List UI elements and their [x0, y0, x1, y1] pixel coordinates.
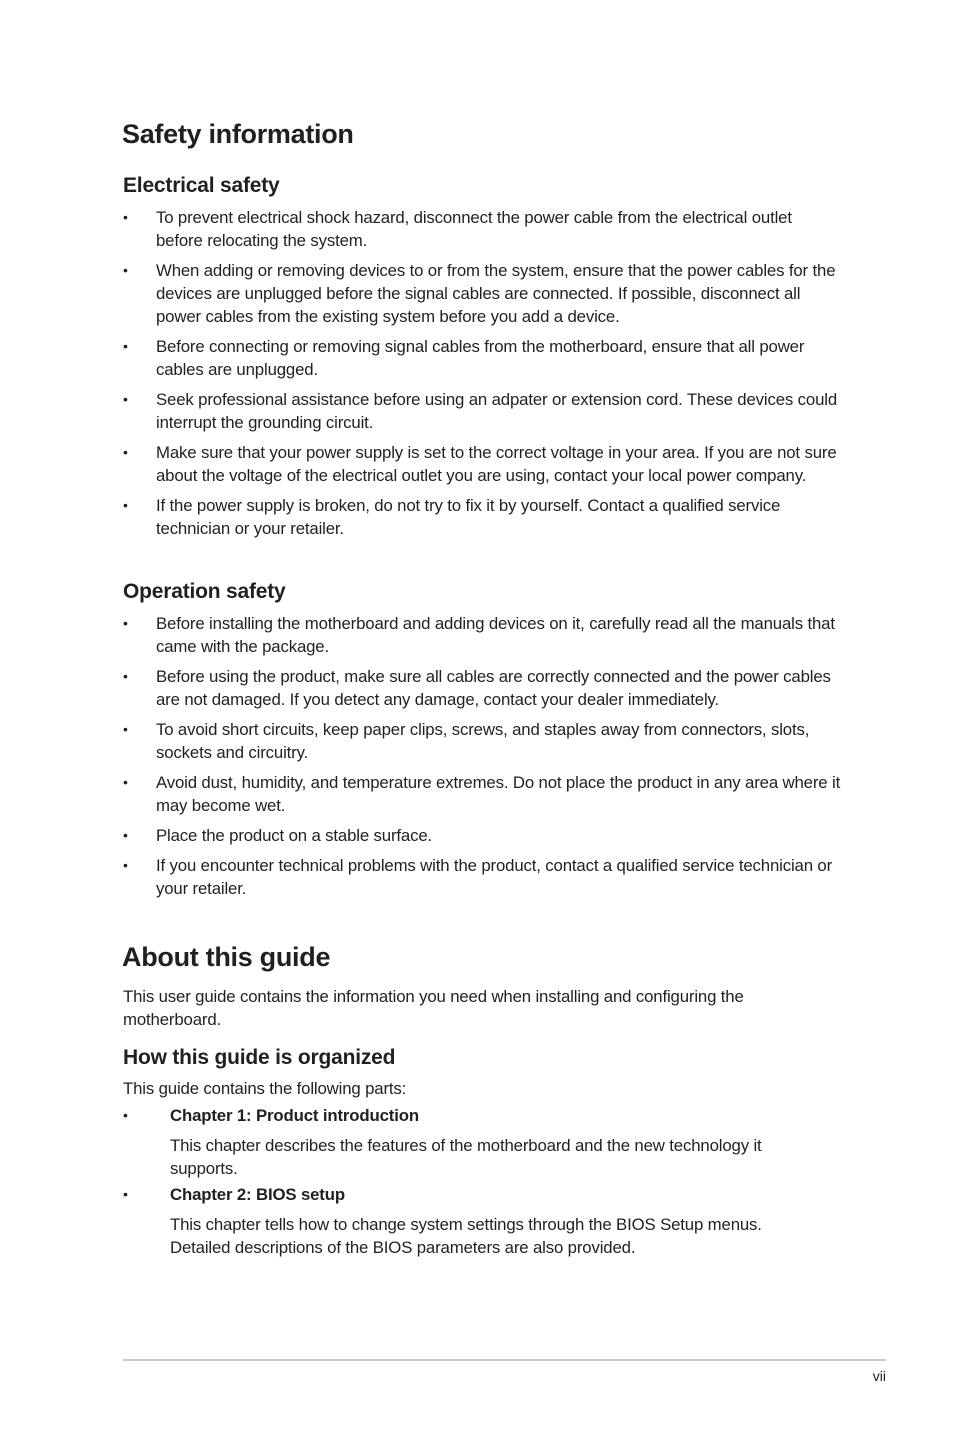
bullet-icon: • — [123, 857, 128, 873]
bullet-icon: • — [123, 262, 128, 278]
guide-intro-text: This user guide contains the information you need when installing and configuring the motherboard. — [123, 987, 744, 1029]
list-item: • Before using the product, make sure all cables are correctly connected and the power cables are not damaged. If you detect any damage, contact your dealer immediately. — [123, 667, 831, 709]
chapter-description: This chapter describes the features of the motherboard and the new technology it supports. — [170, 1136, 762, 1178]
list-item: • To avoid short circuits, keep paper clips, screws, and staples away from connectors, slots, sockets and circuitry. — [123, 720, 810, 762]
bullet-icon: • — [123, 1186, 128, 1202]
list-item: • If you encounter technical problems with the product, contact a qualified service technician or your retailer. — [123, 856, 833, 898]
operation-safety-heading: Operation safety — [123, 580, 286, 603]
footer-divider — [123, 1359, 886, 1361]
list-item: • If the power supply is broken, do not try to fix it by yourself. Contact a qualified service technician or your retailer. — [123, 496, 781, 538]
bullet-icon: • — [123, 668, 128, 684]
operation-safety-list — [123, 612, 843, 907]
list-item: • Before connecting or removing signal cables from the motherboard, ensure that all power cables are unplugged. — [123, 337, 805, 379]
bullet-icon: • — [123, 209, 128, 225]
bullet-icon: • — [123, 338, 128, 354]
list-item: • To prevent electrical shock hazard, disconnect the power cable from the electrical outlet before relocating the system. — [123, 208, 792, 250]
electrical-safety-heading: Electrical safety — [123, 174, 280, 197]
list-item: • Before installing the motherboard and adding devices on it, carefully read all the manuals that came with the package. — [123, 614, 835, 656]
list-item: • Place the product on a stable surface. — [123, 826, 433, 845]
bullet-icon: • — [123, 391, 128, 407]
page-number: vii — [872, 1368, 886, 1384]
bullet-icon: • — [123, 1107, 128, 1123]
safety-information-title: Safety information — [122, 119, 354, 149]
bullet-icon: • — [123, 721, 128, 737]
list-item: • Seek professional assistance before using an adpater or extension cord. These devices could interrupt the grounding circuit. — [123, 390, 838, 432]
list-item: • Make sure that your power supply is set to the correct voltage in your area. If you are not sure about the voltage of the electrical outlet you are using, contact your local power company. — [123, 443, 837, 485]
list-item: • When adding or removing devices to or from the system, ensure that the power cables for the devices are unplugged before the signal cables are connected. If possible, disconnect all power cables from the existing system before you add a device. — [123, 261, 836, 326]
how-guide-organized-heading: How this guide is organized — [123, 1046, 396, 1069]
chapter-title: Chapter 1: Product introduction — [170, 1106, 419, 1125]
electrical-safety-list — [123, 206, 843, 547]
bullet-icon: • — [123, 615, 128, 631]
bullet-icon: • — [123, 774, 128, 790]
guide-parts-intro: This guide contains the following parts: — [123, 1079, 407, 1098]
chapter-description: This chapter tells how to change system settings through the BIOS Setup menus. Detailed descriptions of the BIOS parameters are also provided. — [170, 1215, 762, 1257]
bullet-icon: • — [123, 497, 128, 513]
bullet-icon: • — [123, 827, 128, 843]
about-this-guide-title: About this guide — [122, 942, 331, 972]
list-item: • Avoid dust, humidity, and temperature extremes. Do not place the product in any area where it may become wet. — [123, 773, 841, 815]
bullet-icon: • — [123, 444, 128, 460]
chapter-title: Chapter 2: BIOS setup — [170, 1185, 345, 1204]
